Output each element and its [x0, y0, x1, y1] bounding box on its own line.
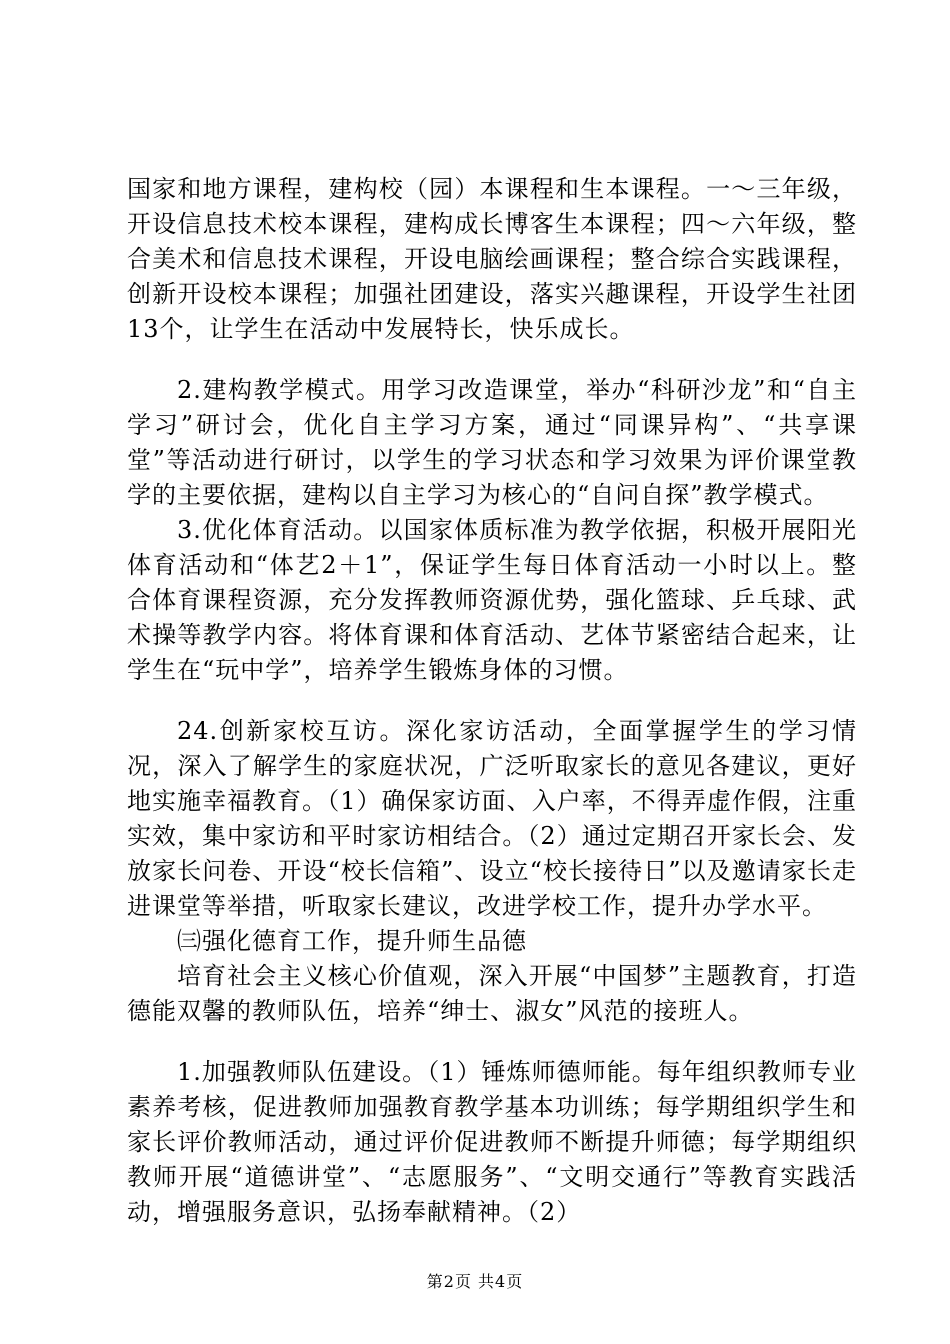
page-number-footer: 第2页 共4页 — [426, 1272, 524, 1291]
document-body — [127, 172, 857, 1230]
paragraph-teaching-model: 2.建构教学模式。用学习改造课堂，举办“科研沙龙”和“自主学习”研讨会，优化自主学习方案，通过“同课异构”、“共享课堂”等活动进行研讨，以学生的学习状态和学习效果为评价课堂教学的主要依据，建构以自主学习为核心的“自问自探”教学模式。 — [127, 376, 857, 509]
paragraph-sports-activities: 3.优化体育活动。以国家体质标准为教学依据，积极开展阳光体育活动和“体艺2＋1”，保证学生每日体育活动一小时以上。整合体育课程资源，充分发挥教师资源优势，强化篮球、乒乓球、武术操等教学内容。将体育课和体育活动、艺体节紧密结合起来，让学生在“玩中学”，培养学生锻炼身体的习惯。 — [127, 516, 857, 684]
paragraph-course-integration: 国家和地方课程，建构校（园）本课程和生本课程。一～三年级，开设信息技术校本课程，建构成长博客生本课程；四～六年级，整合美术和信息技术课程，开设电脑绘画课程；整合综合实践课程，创新开设校本课程；加强社团建设，落实兴趣课程，开设学生社团13个，让学生在活动中发展特长，快乐成长。 — [127, 175, 857, 343]
paragraph-home-school-visits: 24.创新家校互访。深化家访活动，全面掌握学生的学习情况，深入了解学生的家庭状况，广泛听取家长的意见各建议，更好地实施幸福教育。（1）确保家访面、入户率，不得弄虚作假，注重实效，集中家访和平时家访相结合。（2）通过定期召开家长会、发放家长问卷、开设“校长信箱”、设立“校长接待日”以及邀请家长走进课堂等举措，听取家长建议，改进学校工作，提升办学水平。 — [127, 717, 857, 920]
paragraph-teacher-team: 1.加强教师队伍建设。（1）锤炼师德师能。每年组织教师专业素养考核，促进教师加强教育教学基本功训练；每学期组织学生和家长评价教师活动，通过评价促进教师不断提升师德；每学期组织教师开展“道德讲堂”、“志愿服务”、“文明交通行”等教育实践活动，增强服务意识，弘扬奉献精神。（2） — [127, 1058, 857, 1226]
section-heading-moral-education: ㈢强化德育工作，提升师生品德 — [177, 927, 527, 955]
paragraph-core-values: 培育社会主义核心价值观，深入开展“中国梦”主题教育，打造德能双馨的教师队伍，培养“绅士、淑女”风范的接班人。 — [127, 962, 857, 1025]
